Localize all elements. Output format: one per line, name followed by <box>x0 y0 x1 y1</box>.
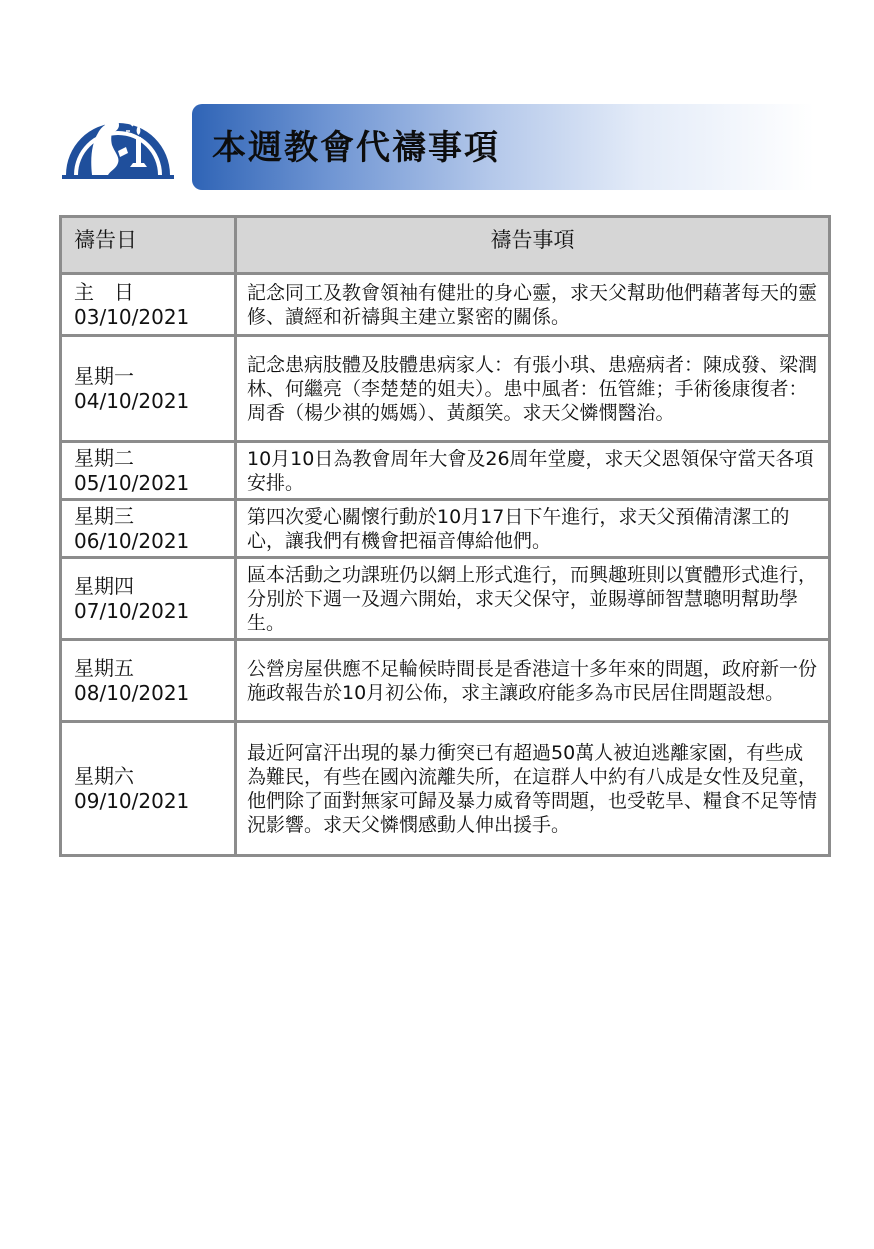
page-title: 本週教會代禱事項 <box>212 128 500 168</box>
table-header-row <box>62 218 828 272</box>
date-label: 03/10/2021 <box>74 304 190 329</box>
prayer-day-cell <box>62 556 234 638</box>
praying-figure-candle-icon <box>62 95 174 183</box>
title-banner <box>192 104 814 190</box>
table-row <box>62 440 828 498</box>
date-label: 07/10/2021 <box>74 598 190 623</box>
prayer-item-text: 區本活動之功課班仍以網上形式進行，而興趣班則以實體形式進行，分別於下週一及週六開始，求天父保守，並賜導師智慧聰明幫助學生。 <box>234 556 828 638</box>
table-row <box>62 720 828 854</box>
weekday-label: 星期四 <box>74 573 134 598</box>
table-row <box>62 334 828 440</box>
prayer-item-text: 記念患病肢體及肢體患病家人：有張小琪、患癌病者：陳成發、梁潤林、何繼亮（李楚楚的姐夫）。患中風者：伍管維；手術後康復者：周香（楊少祺的媽媽）、黃顏笑。求天父憐憫醫治。 <box>234 334 828 440</box>
weekday-label: 星期五 <box>74 655 134 680</box>
prayer-item-text: 10月10日為教會周年大會及26周年堂慶，求天父恩領保守當天各項安排。 <box>234 440 828 498</box>
weekday-label: 星期六 <box>74 763 134 788</box>
prayer-item-text: 公營房屋供應不足輪候時間長是香港這十多年來的問題，政府新一份施政報告於10月初公佈，求主讓政府能多為市民居住問題設想。 <box>234 638 828 720</box>
prayer-schedule-table <box>59 215 831 857</box>
table-row <box>62 498 828 556</box>
prayer-item-text: 最近阿富汗出現的暴力衝突已有超過50萬人被迫逃離家園，有些成為難民，有些在國內流離失所，在這群人中約有八成是女性及兒童，他們除了面對無家可歸及暴力威脅等問題，也受乾旱、糧食不足等情況影響。求天父憐憫感動人伸出援手。 <box>234 720 828 854</box>
table-row <box>62 272 828 334</box>
date-label: 04/10/2021 <box>74 388 190 413</box>
prayer-item-text: 記念同工及教會領袖有健壯的身心靈，求天父幫助他們藉著每天的靈修、讀經和祈禱與主建立緊密的關係。 <box>234 272 828 334</box>
prayer-day-cell <box>62 638 234 720</box>
date-label: 09/10/2021 <box>74 788 190 813</box>
weekday-label: 星期三 <box>74 503 134 528</box>
prayer-day-cell <box>62 440 234 498</box>
prayer-day-cell <box>62 498 234 556</box>
prayer-day-cell <box>62 720 234 854</box>
prayer-item-text: 第四次愛心關懷行動於10月17日下午進行，求天父預備清潔工的心，讓我們有機會把福音傳給他們。 <box>234 498 828 556</box>
weekday-label: 星期二 <box>74 445 134 470</box>
table-row <box>62 556 828 638</box>
date-label: 06/10/2021 <box>74 528 190 553</box>
date-label: 05/10/2021 <box>74 470 190 495</box>
date-label: 08/10/2021 <box>74 680 190 705</box>
header-prayer-items: 禱告事項 <box>234 218 828 272</box>
prayer-day-cell <box>62 334 234 440</box>
header-prayer-day: 禱告日 <box>62 218 234 272</box>
church-logo <box>62 95 174 183</box>
table-row <box>62 638 828 720</box>
weekday-label: 主 日 <box>74 279 134 304</box>
weekday-label: 星期一 <box>74 363 134 388</box>
prayer-day-cell <box>62 272 234 334</box>
